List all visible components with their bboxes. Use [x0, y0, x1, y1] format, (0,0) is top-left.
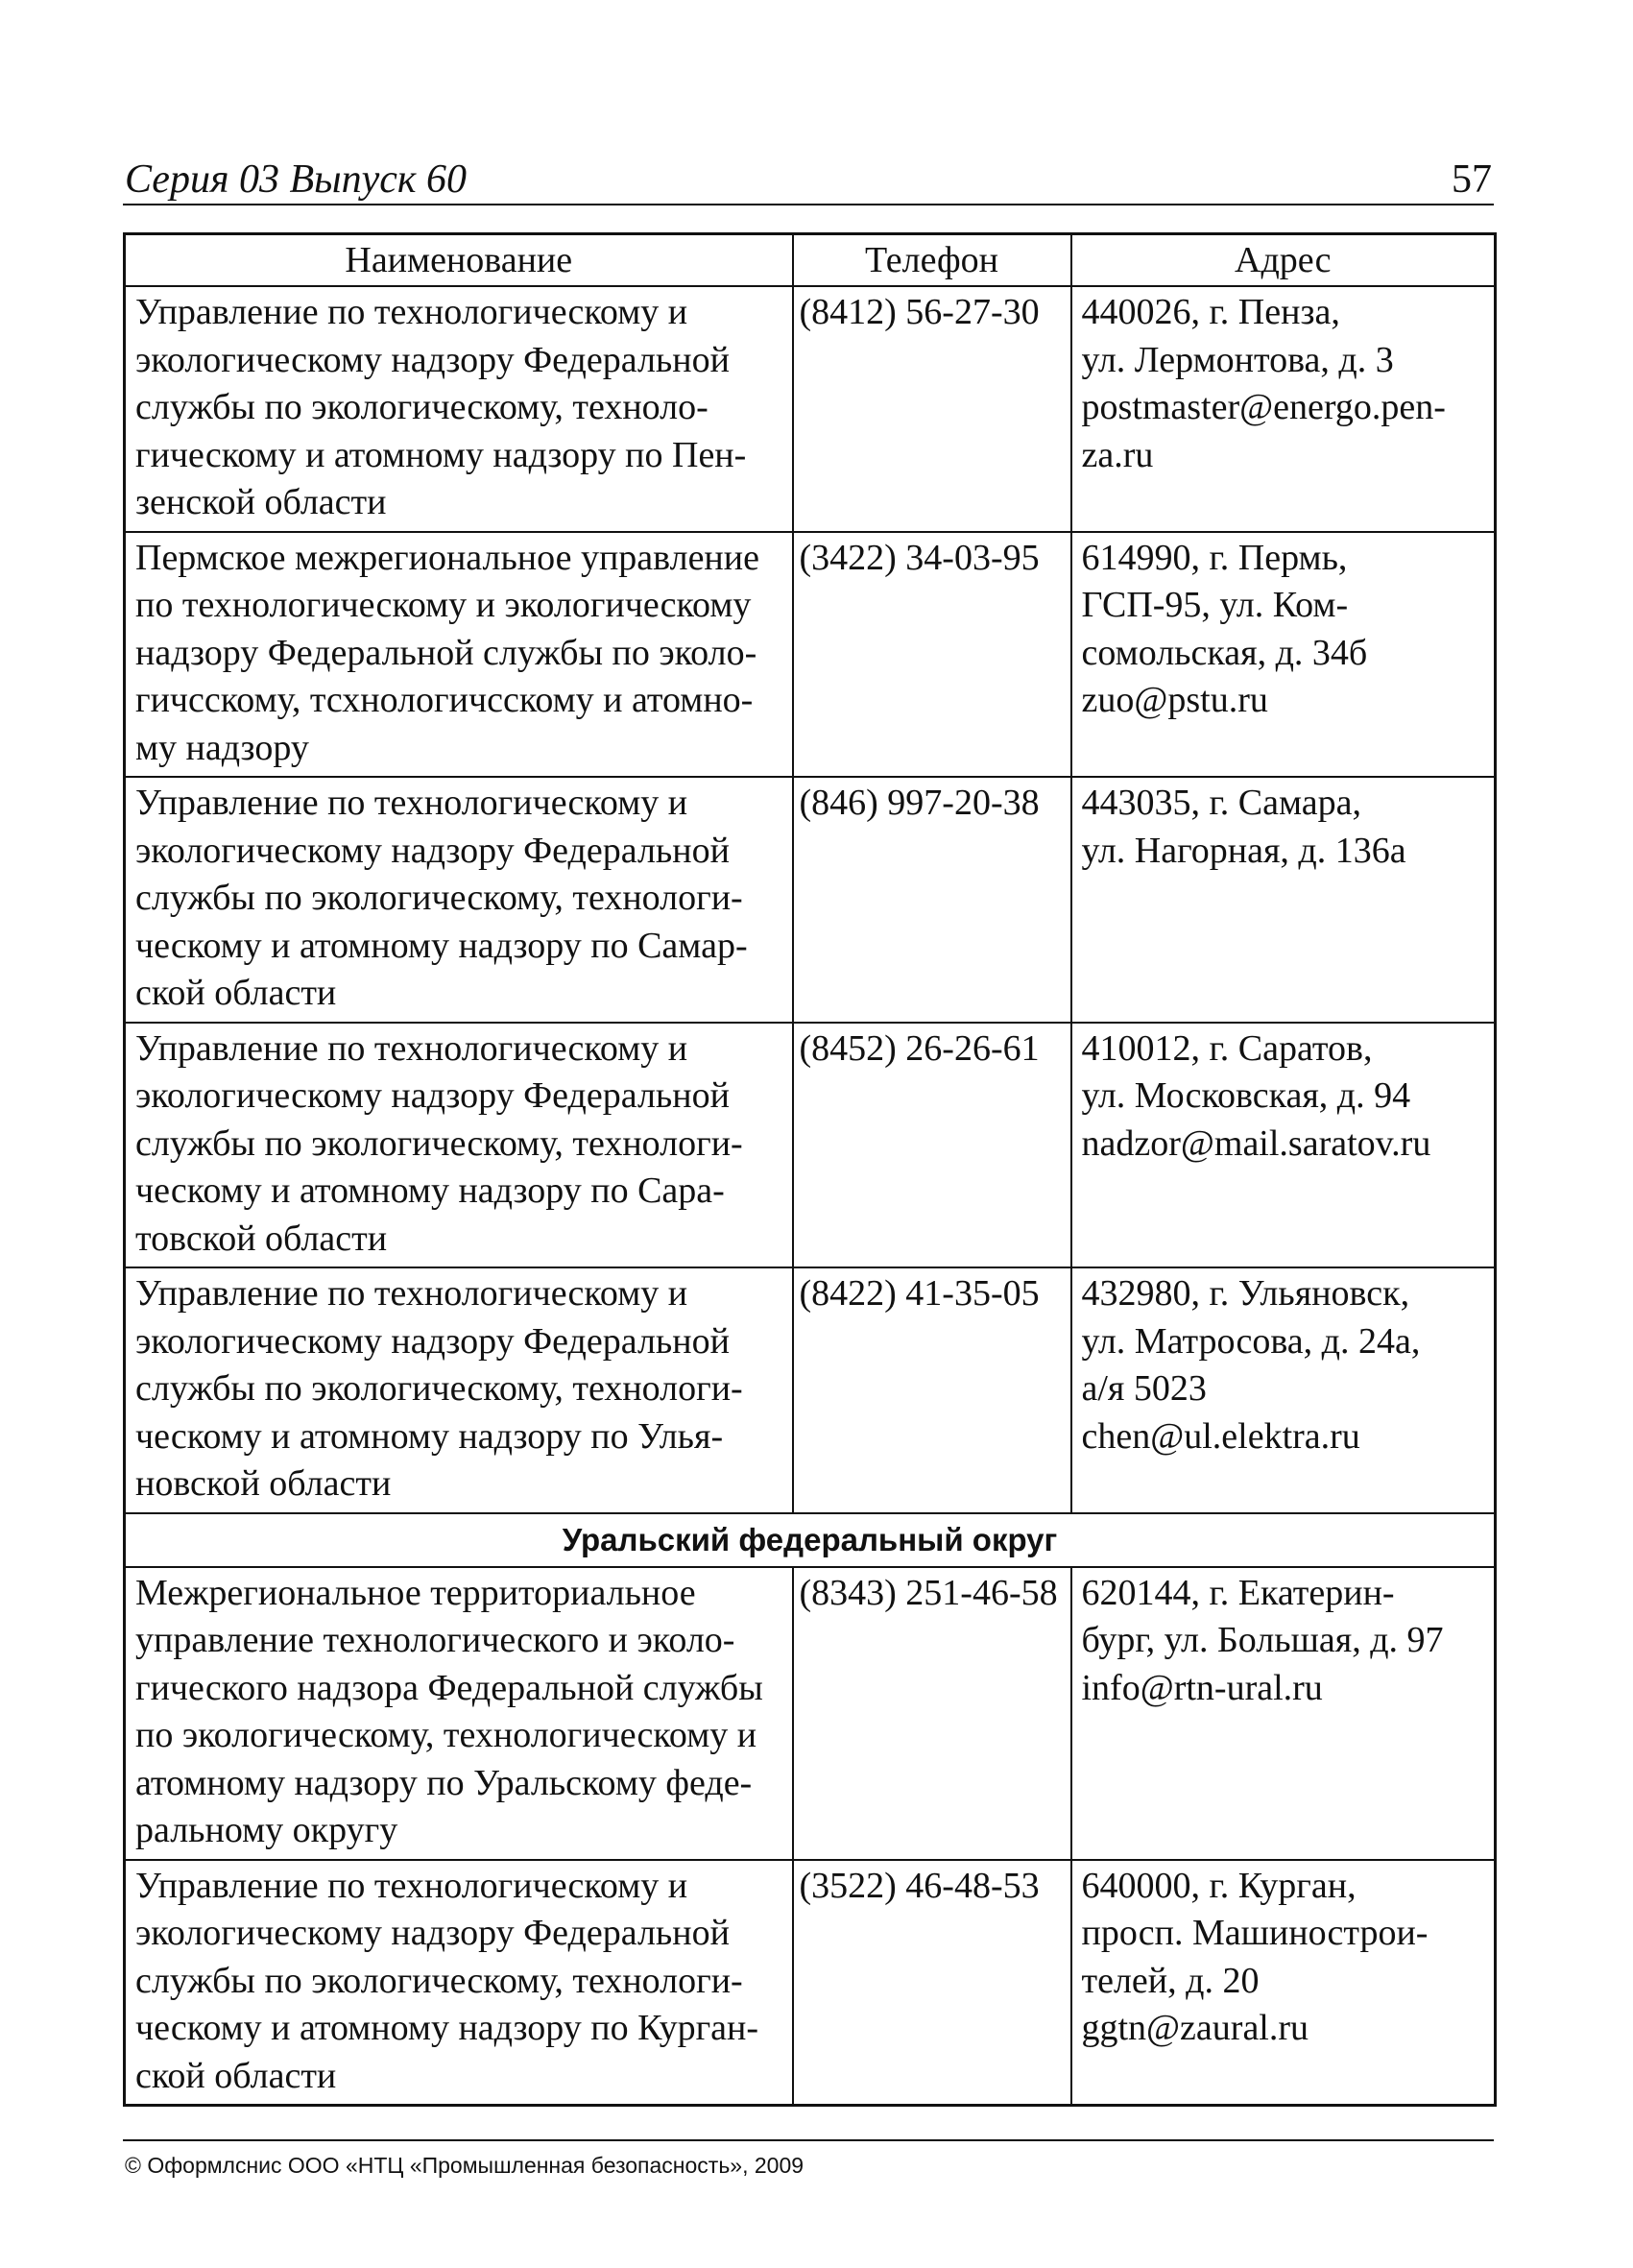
contacts-table — [123, 232, 1497, 2107]
phone-number: (8452) 26-26-61 — [793, 1023, 1071, 1268]
column-header-name: Наименование — [125, 234, 793, 287]
address: 440026, г. Пенза, ул. Лермонтова, д. 3 postmaster@energo.pen- za.ru — [1071, 286, 1496, 532]
organization-name: Пермское межрегиональное управление по технологическому и экологическому надзору Федеральной службы по эколо- гичсскому, тсхнологичсскому и атомно- му надзору — [125, 532, 793, 778]
document-page — [123, 144, 1494, 2180]
table-row — [125, 1567, 1496, 1860]
organization-name: Управление по технологическому и экологическому надзору Федеральной службы по экологическому, технологи- ческому и атомному надзору по Курган- ской области — [125, 1860, 793, 2106]
copyright-footer: © Оформлснис ООО «НТЦ «Промышленная безопасность», 2009 — [125, 2153, 804, 2178]
address: 443035, г. Самара, ул. Нагорная, д. 136а — [1071, 777, 1496, 1023]
table-row — [125, 1267, 1496, 1513]
organization-name: Управление по технологическому и экологическому надзору Федеральной службы по экологическому, технологи- ческому и атомному надзору по Улья- новской области — [125, 1267, 793, 1513]
footer-divider — [123, 2139, 1494, 2141]
organization-name: Управление по технологическому и экологическому надзору Федеральной службы по экологическому, технологи- ческому и атомному надзору по Сара- товской области — [125, 1023, 793, 1268]
table-row — [125, 1860, 1496, 2106]
address: 432980, г. Ульяновск, ул. Матросова, д. 24а, а/я 5023 chen@ul.elektra.ru — [1071, 1267, 1496, 1513]
address: 614990, г. Пермь, ГСП-95, ул. Ком- сомольская, д. 34б zuo@pstu.ru — [1071, 532, 1496, 778]
running-header — [123, 144, 1494, 205]
table-header-row — [125, 234, 1496, 287]
address: 410012, г. Саратов, ул. Московская, д. 94 nadzor@mail.saratov.ru — [1071, 1023, 1496, 1268]
organization-name: Управление по технологическому и экологическому надзору Федеральной службы по экологическому, техноло- гическому и атомному надзору по Пен- зенской области — [125, 286, 793, 532]
page-number: 57 — [1452, 157, 1492, 202]
phone-number: (3522) 46-48-53 — [793, 1860, 1071, 2106]
phone-number: (846) 997-20-38 — [793, 777, 1071, 1023]
column-header-address: Адрес — [1071, 234, 1496, 287]
address: 620144, г. Екатерин- бург, ул. Большая, д. 97 info@rtn-ural.ru — [1071, 1567, 1496, 1860]
phone-number: (3422) 34-03-95 — [793, 532, 1071, 778]
organization-name: Межрегиональное территориальное управление технологического и эколо- гического надзора Федеральной службы по экологическому, технологическому и атомному надзору по Уральскому феде- ральному округу — [125, 1567, 793, 1860]
table-row — [125, 286, 1496, 532]
column-header-phone: Телефон — [793, 234, 1071, 287]
organization-name: Управление по технологическому и экологическому надзору Федеральной службы по экологическому, технологи- ческому и атомному надзору по Самар- ской области — [125, 777, 793, 1023]
table-row — [125, 1023, 1496, 1268]
phone-number: (8412) 56-27-30 — [793, 286, 1071, 532]
series-title: Серия 03 Выпуск 60 — [125, 157, 467, 202]
phone-number: (8343) 251-46-58 — [793, 1567, 1071, 1860]
table-row — [125, 532, 1496, 778]
address: 640000, г. Курган, просп. Машинострои- телей, д. 20 ggtn@zaural.ru — [1071, 1860, 1496, 2106]
table-row — [125, 777, 1496, 1023]
section-heading: Уральский федеральный округ — [125, 1513, 1496, 1567]
phone-number: (8422) 41-35-05 — [793, 1267, 1071, 1513]
section-row — [125, 1513, 1496, 1567]
